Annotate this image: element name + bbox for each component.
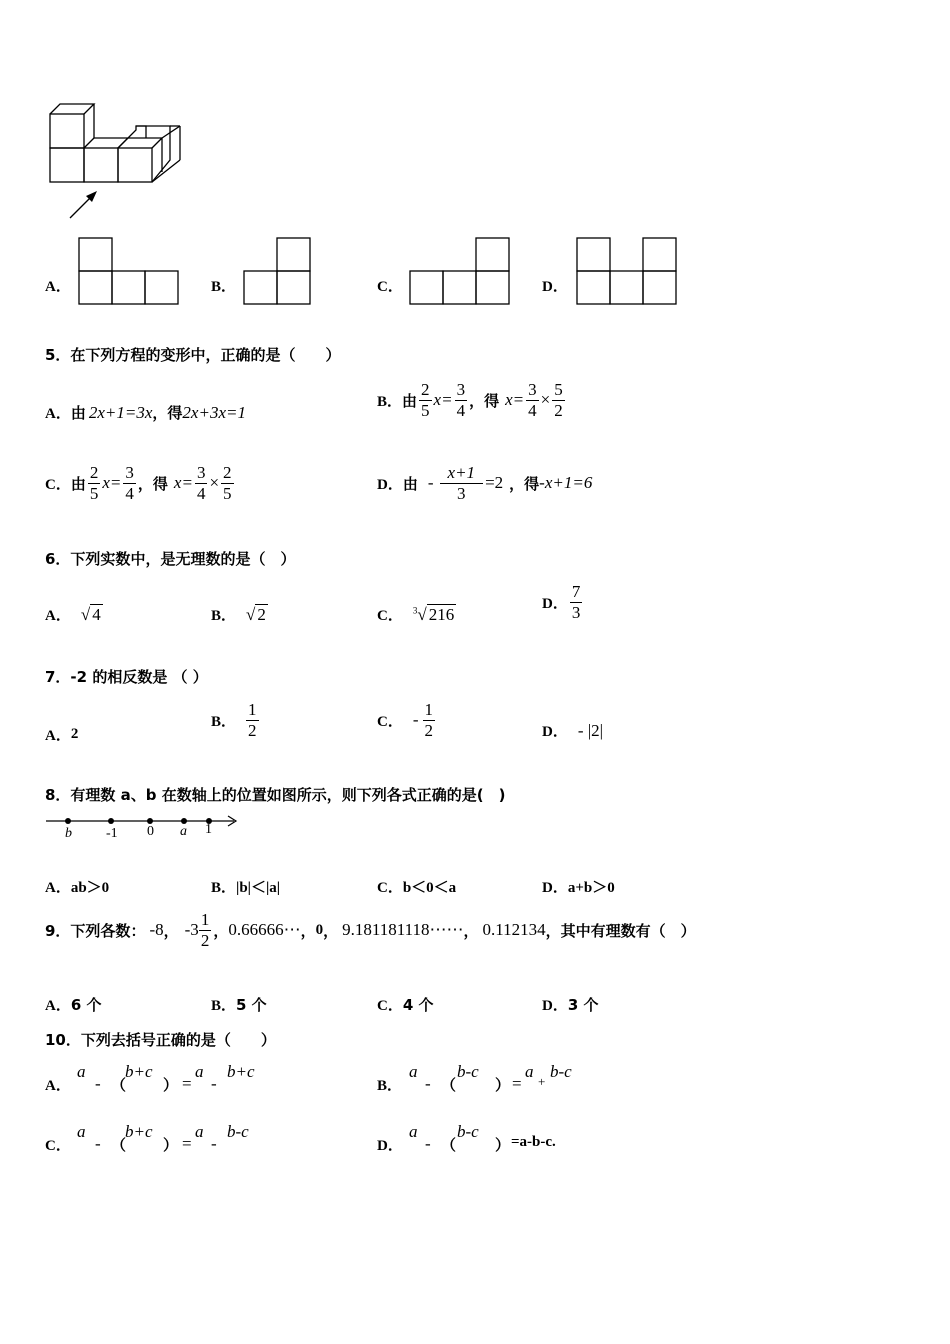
option-label: D． <box>542 880 568 896</box>
q10-option-b[interactable] <box>377 1060 697 1100</box>
option-label: B． <box>211 713 237 730</box>
equation: 2x+1=3x <box>88 402 153 422</box>
option-label: A． <box>45 406 71 422</box>
term: b+c <box>125 1122 153 1141</box>
equation: x= <box>433 390 453 410</box>
option-label: B． <box>211 880 237 896</box>
minus-sign: - <box>95 1074 101 1093</box>
q9-option-a[interactable] <box>45 994 102 1015</box>
q7-option-a[interactable] <box>45 724 78 745</box>
minus-sign: - <box>425 1134 431 1153</box>
term: b-c <box>457 1062 479 1081</box>
q5-option-c[interactable] <box>45 463 236 503</box>
q4-option-a-label[interactable]: A． <box>45 279 71 295</box>
q8-stem: 8．有理数 a、b 在数轴上的位置如图所示，则下列各式正确的是( ) <box>45 786 506 804</box>
fraction: $\frac{1}{2}$ <box>200 910 210 950</box>
option-value: - |2| <box>577 720 604 740</box>
equals: = <box>182 1134 192 1153</box>
number: -3 <box>184 920 199 940</box>
number: 0.112134 <box>482 920 546 940</box>
q9-option-c[interactable] <box>377 994 434 1015</box>
text: ，得 <box>152 404 183 422</box>
cube-solid-figure <box>45 100 185 220</box>
q10-option-c[interactable] <box>45 1120 365 1160</box>
square-root: √ 2 <box>246 604 266 624</box>
option-label: A． <box>45 608 71 624</box>
q5-stem: 5．在下列方程的变形中，正确的是（ ） <box>45 346 341 364</box>
option-label: D． <box>542 595 568 612</box>
equation: x= <box>102 473 122 493</box>
term: a <box>77 1062 86 1081</box>
term: a <box>409 1062 418 1081</box>
fraction: $\frac{1}{2}$ <box>248 700 257 740</box>
option-label: C． <box>45 476 71 493</box>
plus-sign: + <box>538 1074 546 1089</box>
option-label: D． <box>377 476 403 493</box>
term: a <box>409 1122 418 1141</box>
q4-option-c-view[interactable] <box>409 237 512 307</box>
term: a <box>77 1122 86 1141</box>
minus-sign: - <box>412 710 419 730</box>
paren: ） <box>495 1136 511 1154</box>
fraction: $\frac{2}{5}$ <box>89 463 99 503</box>
term: a <box>195 1122 204 1141</box>
q6-option-a[interactable] <box>45 604 103 625</box>
axis-label-neg1: -1 <box>106 826 118 841</box>
option-label: B． <box>211 608 237 624</box>
q9-option-b[interactable] <box>211 994 267 1015</box>
stem-text: ，其中有理数有（ ） <box>545 921 696 940</box>
minus-sign: - <box>425 1074 431 1093</box>
paren: ） <box>495 1076 511 1094</box>
option-label: C． <box>45 1138 71 1154</box>
option-label: B． <box>377 393 403 410</box>
axis-label-a: a <box>180 824 187 839</box>
axis-label-zero: 0 <box>147 824 154 839</box>
separator: ， <box>463 921 479 940</box>
option-value: 5 个 <box>236 996 267 1014</box>
option-label: C． <box>377 998 403 1014</box>
term: a <box>195 1062 204 1081</box>
equation: x= <box>173 473 193 493</box>
paren: （ <box>111 1136 127 1154</box>
equation: =2 <box>485 473 504 493</box>
fraction: $\frac{1}{2}$ <box>424 700 434 740</box>
q8-option-d[interactable] <box>542 876 615 897</box>
option-value: 6 个 <box>70 996 102 1014</box>
paren: ） <box>163 1136 179 1154</box>
q4-option-d-view[interactable] <box>576 237 679 307</box>
axis-label-b: b <box>65 826 72 841</box>
option-value: 3 个 <box>567 996 599 1014</box>
term: b-c <box>550 1062 572 1081</box>
paren: （ <box>441 1076 457 1094</box>
minus-sign: - <box>211 1074 217 1093</box>
q4-option-b-view[interactable] <box>243 237 313 307</box>
q8-option-b[interactable] <box>211 876 280 897</box>
text: 由 <box>70 404 86 422</box>
equation: 2x+3x=1 <box>182 402 246 422</box>
paren: ） <box>163 1076 179 1094</box>
separator: ， <box>213 921 229 940</box>
text: ，得 <box>509 474 540 493</box>
term: a <box>525 1062 534 1081</box>
fraction: $\frac{3}{4}$ <box>456 380 466 420</box>
minus-sign: - <box>427 473 434 493</box>
option-label: A． <box>45 998 71 1014</box>
separator: ， <box>163 921 179 940</box>
fraction: $\frac{5}{2}$ <box>554 380 563 420</box>
q6-option-d[interactable] <box>542 582 584 622</box>
separator: ， <box>300 921 316 940</box>
text: 由 <box>402 391 418 410</box>
q4-option-b-label[interactable]: B． <box>211 279 237 295</box>
q5-option-a[interactable] <box>45 402 246 423</box>
q5-option-d[interactable] <box>377 463 592 503</box>
q4-option-a-view[interactable] <box>78 237 180 307</box>
option-label: C． <box>377 713 403 730</box>
number: 0.66666⋯ <box>228 920 301 940</box>
equation: x= <box>505 390 525 410</box>
q8-option-c[interactable] <box>377 876 456 897</box>
point-b <box>65 818 71 824</box>
number-line <box>44 812 244 842</box>
axis-label-one: 1 <box>205 822 212 837</box>
cube-root: $^3$√ 216 <box>412 604 455 624</box>
text: ，得 <box>137 474 168 493</box>
option-label: D． <box>542 998 568 1014</box>
text: ，得 <box>469 391 500 410</box>
q8-option-a[interactable] <box>45 876 109 897</box>
q6-option-b[interactable] <box>211 604 268 625</box>
fraction: $\frac{x+1}{3}$ <box>440 463 484 503</box>
option-value: |b|＜|a| <box>236 880 281 896</box>
option-label: D． <box>377 1138 403 1154</box>
q10-option-a[interactable] <box>45 1060 365 1100</box>
stem-text: 9．下列各数： <box>45 921 146 940</box>
times-sign: × <box>540 390 551 410</box>
q10-stem: 10．下列去括号正确的是（ ） <box>45 1031 276 1049</box>
term: b+c <box>125 1062 153 1081</box>
minus-sign: - <box>211 1134 217 1153</box>
equation: -x+1=6 <box>539 473 593 493</box>
separator: ， <box>323 921 339 940</box>
times-sign: × <box>209 473 220 493</box>
fraction: $\frac{7}{3}$ <box>571 582 581 622</box>
q9-option-d[interactable] <box>542 994 599 1015</box>
option-value: ab＞0 <box>70 880 110 896</box>
equals: = <box>182 1074 192 1093</box>
point-neg1 <box>108 818 114 824</box>
equals: = <box>512 1074 522 1093</box>
option-label: D． <box>542 724 568 740</box>
q4-option-d-label[interactable]: D． <box>542 279 568 295</box>
fraction: $\frac{3}{4}$ <box>125 463 134 503</box>
paren: （ <box>111 1076 127 1094</box>
q7-option-b[interactable] <box>211 700 261 740</box>
q7-option-c[interactable] <box>377 700 437 740</box>
q6-option-c[interactable] <box>377 604 456 625</box>
option-value: a+b＞0 <box>567 880 615 896</box>
result-text: =a-b-c. <box>511 1134 556 1150</box>
term: b+c <box>227 1062 255 1081</box>
q9-stem <box>45 910 696 950</box>
fraction: $\frac{2}{5}$ <box>223 463 232 503</box>
option-label: B． <box>377 1078 403 1094</box>
paren: （ <box>441 1136 457 1154</box>
option-label: C． <box>377 608 403 624</box>
square-root: √ 4 <box>80 604 101 624</box>
q6-stem: 6．下列实数中，是无理数的是（ ） <box>45 550 296 568</box>
q7-stem: 7．-2 的相反数是 （ ） <box>45 668 208 686</box>
fraction: $\frac{3}{4}$ <box>528 380 537 420</box>
fraction: $\frac{3}{4}$ <box>196 463 206 503</box>
q7-option-d[interactable] <box>542 720 603 741</box>
option-label: A． <box>45 1078 71 1094</box>
q10-option-d[interactable] <box>377 1120 697 1160</box>
term: b-c <box>457 1122 479 1141</box>
text: 由 <box>402 474 418 493</box>
minus-sign: - <box>95 1134 101 1153</box>
text: 由 <box>70 474 86 493</box>
option-label: A． <box>45 728 71 744</box>
fraction: $\frac{2}{5}$ <box>421 380 430 420</box>
option-label: B． <box>211 998 237 1014</box>
option-value: 4 个 <box>402 996 434 1014</box>
option-value: 2 <box>70 726 79 742</box>
option-label: C． <box>377 880 403 896</box>
option-label: A． <box>45 880 71 896</box>
number: -8 <box>149 920 164 940</box>
term: b-c <box>227 1122 249 1141</box>
q4-option-c-label[interactable]: C． <box>377 279 403 295</box>
q5-option-b[interactable] <box>377 380 567 420</box>
option-value: b＜0＜a <box>402 880 457 896</box>
number: 0 <box>315 921 324 938</box>
number: 9.181181118⋯⋯ <box>342 920 464 940</box>
